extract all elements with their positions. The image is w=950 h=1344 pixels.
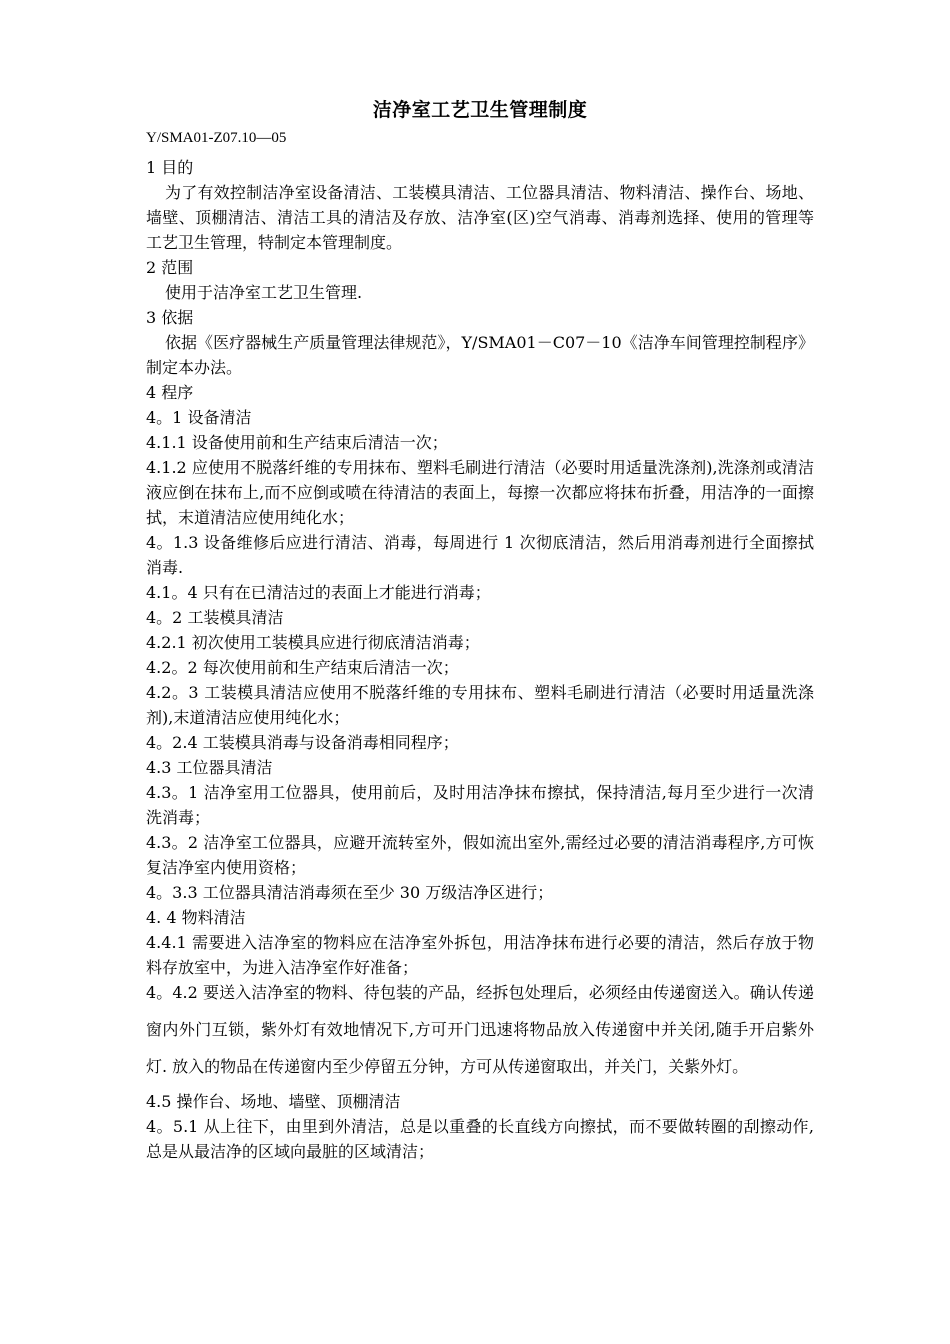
paragraph-purpose: 为了有效控制洁净室设备清洁、工装模具清洁、工位器具清洁、物料清洁、操作台、场地、墙壁、顶棚清洁、清洁工具的清洁及存放、洁净室(区)空气消毒、消毒剂选择、使用的管理等工艺卫生管理，特制定本管理制度。: [146, 183, 814, 252]
document-number: Y/SMA01-Z07.10—05: [146, 130, 287, 146]
subsection-heading: 4.5 操作台、场地、墙壁、顶棚清洁: [146, 1092, 401, 1111]
clause-paragraph: 4.1。4 只有在已清洁过的表面上才能进行消毒；: [146, 583, 491, 602]
clause-paragraph: 4.2。2 每次使用前和生产结束后清洁一次；: [146, 658, 459, 677]
subsection-heading: 4。1 设备清洁: [146, 408, 252, 427]
document-title: 洁净室工艺卫生管理制度: [372, 99, 588, 121]
paragraph-scope: 使用于洁净室工艺卫生管理.: [165, 283, 363, 302]
clause-paragraph: 4.1.1 设备使用前和生产结束后清洁一次；: [146, 433, 448, 452]
paragraph-basis: 依据《医疗器械生产质量管理法律规范》，Y/SMA01－C07－10《洁净车间管理控制程序》制定本办法。: [146, 333, 814, 377]
clause-paragraph: 4。3.3 工位器具清洁消毒须在至少 30 万级洁净区进行；: [146, 883, 554, 902]
clause-paragraph: 4。5.1 从上往下，由里到外清洁，总是以重叠的长直线方向擦拭，而不要做转圈的刮擦动作,总是从最洁净的区域向最脏的区域清洁；: [146, 1117, 814, 1161]
subsection-heading: 4.3 工位器具清洁: [146, 758, 273, 777]
clause-paragraph: 4.1.2 应使用不脱落纤维的专用抹布、塑料毛刷进行清洁（必要时用适量洗涤剂),洗涤剂或清洁液应倒在抹布上,而不应倒或喷在待清洁的表面上，每擦一次都应将抹布折叠，用洁净的一面擦拭，末道清洁应使用纯化水；: [146, 458, 814, 527]
subsection-heading: 4. 4 物料清洁: [146, 908, 246, 927]
section-heading-scope: 2 范围: [146, 258, 194, 277]
clause-paragraph: 4.2.1 初次使用工装模具应进行彻底清洁消毒；: [146, 633, 480, 652]
document-page: [146, 96, 814, 1164]
clause-paragraph: 4。2.4 工装模具消毒与设备消毒相同程序；: [146, 733, 459, 752]
clause-paragraph: 4.4.1 需要进入洁净室的物料应在洁净室外拆包，用洁净抹布进行必要的清洁，然后存放于物料存放室中，为进入洁净室作好准备；: [146, 933, 814, 977]
subsection-heading: 4。2 工装模具清洁: [146, 608, 284, 627]
clause-paragraph: 4。1.3 设备维修后应进行清洁、消毒，每周进行 1 次彻底清洁，然后用消毒剂进行全面擦拭消毒.: [146, 533, 814, 577]
clause-paragraph-wide-spacing: 4。4.2 要送入洁净室的物料、待包装的产品，经拆包处理后，必须经由传递窗送入。确认传递窗内外门互锁，紫外灯有效地情况下,方可开门迅速将物品放入传递窗中并关闭,随手开启紫外灯. 放入的物品在传递窗内至少停留五分钟，方可从传递窗取出，并关门，关紫外灯。: [146, 983, 814, 1076]
clause-paragraph: 4.3。2 洁净室工位器具，应避开流转室外，假如流出室外,需经过必要的清洁消毒程序,方可恢复洁净室内使用资格；: [146, 833, 814, 877]
section-heading-basis: 3 依据: [146, 308, 194, 327]
section-heading-purpose: 1 目的: [146, 158, 194, 177]
clause-paragraph: 4.2。3 工装模具清洁应使用不脱落纤维的专用抹布、塑料毛刷进行清洁（必要时用适量洗涤剂),末道清洁应使用纯化水；: [146, 683, 814, 727]
clause-paragraph: 4.3。1 洁净室用工位器具，使用前后，及时用洁净抹布擦拭，保持清洁,每月至少进行一次清洗消毒；: [146, 783, 814, 827]
section-heading-procedure: 4 程序: [146, 383, 194, 402]
